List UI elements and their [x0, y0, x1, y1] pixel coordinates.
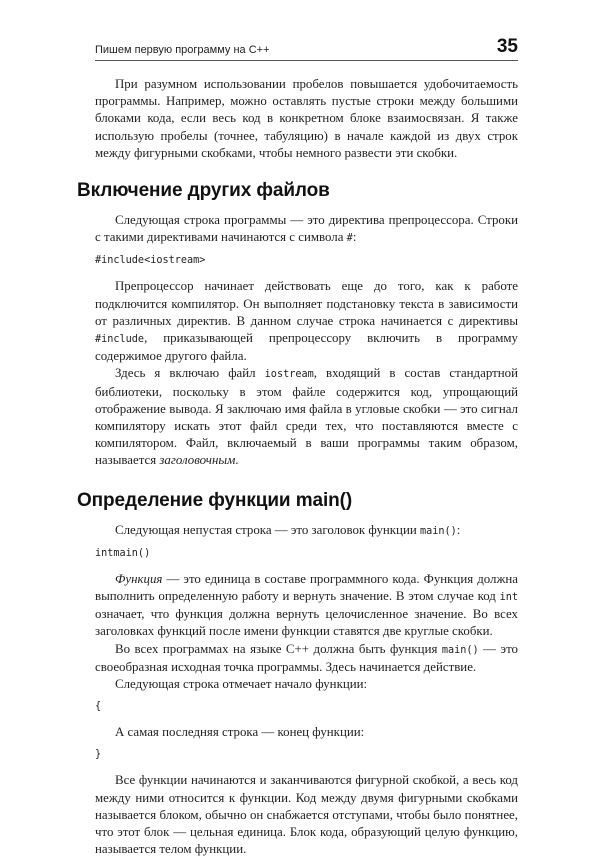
text-run: .	[235, 453, 239, 468]
text-run: — это своеобразная исходная точка программы. Здесь начинается действие.	[95, 641, 518, 674]
code-main-line: intmain()	[95, 547, 151, 559]
text-run: , приказывающей препроцессору включить в программу содержимое другого файла.	[95, 331, 518, 364]
paragraph-main-header	[95, 522, 518, 540]
page-body	[77, 76, 518, 859]
running-title: Пишем первую программу на C++	[95, 44, 270, 56]
text-run: Здесь я включаю файл	[115, 366, 265, 381]
text-run: :	[456, 522, 461, 537]
inline-code: #include	[95, 334, 145, 346]
text-run: , входящий в состав стандартной библиотеки, поскольку в этом файле содержится код, упрощающий отображение вывода. Я заключаю имя файла в угловые скобки — это сигнал компилятору искать этот файл среди тех, что поставляются вместе с компилятором. Файл, включаемый в ваши программы таким образом, называется	[95, 366, 518, 468]
inline-code: main()	[419, 525, 457, 537]
text-run: — это единица в составе программного кода. Функция должна выполнить определенную работу и вернуть значение. В этом случае код	[95, 571, 518, 604]
paragraph-function-definition	[95, 571, 518, 641]
paragraph-preprocessor	[95, 278, 518, 365]
inline-code: main()	[441, 644, 479, 656]
paragraph-iostream	[95, 365, 518, 469]
emphasis-term: заголовочным	[159, 453, 236, 468]
code-include-line: #include<iostream>	[95, 255, 206, 267]
code-close-brace: }	[95, 749, 102, 761]
text-run: Следующая строка программы — это директива препроцессора. Строки с такими директивами начинаются с символа	[95, 213, 518, 245]
paragraph-main-required	[95, 641, 518, 676]
inline-code: iostream	[264, 369, 314, 381]
paragraph-function-end: А самая последняя строка — конец функции:	[115, 725, 365, 740]
text-run: Следующая непустая строка — это заголовок функции	[115, 522, 420, 537]
inline-code: int	[499, 592, 518, 604]
inline-code: #	[346, 233, 353, 245]
intro-paragraph: При разумном использовании пробелов повышается удобочитаемость программы. Например, можно оставлять пустые строки между большими блоками кода, если весь код в конкретном блоке взаимосвязан. Я также использую пробелы (точнее, табуляцию) в начале каждой из двух строк между фигурными скобками, чтобы немного развести эти скобки.	[95, 77, 518, 160]
section-heading-include: Включение других файлов	[77, 180, 330, 202]
text-run: Препроцессор начинает действовать еще до того, как к работе подключится компилятор. Он выполняет подстановку текста в зависимости от различных директив. В данном случае строка начинается с директивы	[95, 279, 518, 328]
text-run: означает, что функция должна вернуть целочисленное значение. Во всех заголовках функций после имени функции ставятся две круглые скобки.	[95, 607, 518, 639]
emphasis-term: Функция	[115, 571, 163, 586]
paragraph-preprocessor-directive	[95, 212, 518, 247]
page-number: 35	[496, 36, 518, 57]
section-heading-main: Определение функции main()	[77, 489, 353, 511]
code-open-brace: {	[95, 701, 102, 713]
page-header	[95, 36, 518, 61]
paragraph-function-body: Все функции начинаются и заканчиваются фигурной скобкой, а весь код между ними относится к функции. Код между двумя фигурными скобками называется блоком, обычно он снабжается отступами, чтобы было понятнее, что этот блок — цельная единица. Блок кода, образующий целую функцию, называется телом функции.	[95, 773, 518, 857]
text-run: :	[352, 230, 357, 245]
text-run: Во всех программах на языке C++ должна быть функция	[115, 641, 442, 656]
paragraph-function-start: Следующая строка отмечает начало функции:	[115, 677, 368, 692]
